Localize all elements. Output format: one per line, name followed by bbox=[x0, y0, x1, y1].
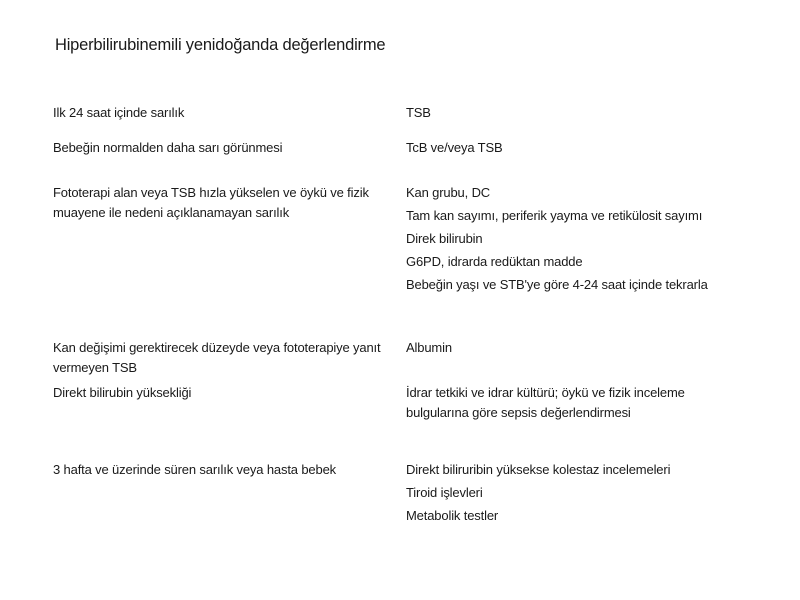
condition-line: Ilk 24 saat içinde sarılık bbox=[53, 105, 185, 120]
test-line: bulgularına göre sepsis değerlendirmesi bbox=[406, 405, 631, 420]
test-line: İdrar tetkiki ve idrar kültürü; öykü ve fizik inceleme bbox=[406, 385, 685, 400]
row-4-tests bbox=[406, 338, 766, 358]
row-3-tests bbox=[406, 183, 766, 295]
test-line: G6PD, idrarda redüktan madde bbox=[406, 254, 583, 269]
row-6-tests bbox=[406, 460, 766, 526]
row-1-tests bbox=[406, 103, 766, 123]
row-5-tests bbox=[406, 383, 766, 423]
test-line: Bebeğin yaşı ve STB'ye göre 4-24 saat içinde tekrarla bbox=[406, 277, 708, 292]
test-line: Kan grubu, DC bbox=[406, 185, 491, 200]
condition-line: Fototerapi alan veya TSB hızla yükselen ve öykü ve fizik bbox=[53, 185, 369, 200]
test-line: Metabolik testler bbox=[406, 508, 499, 523]
page-title: Hiperbilirubinemili yenidoğanda değerlendirme bbox=[55, 36, 386, 54]
test-line: Direk bilirubin bbox=[406, 231, 483, 246]
test-line: TcB ve/veya TSB bbox=[406, 140, 503, 155]
test-line: Direkt biliruribin yüksekse kolestaz incelemeleri bbox=[406, 462, 671, 477]
test-line: TSB bbox=[406, 105, 431, 120]
test-line: Tam kan sayımı, periferik yayma ve retikülosit sayımı bbox=[406, 208, 703, 223]
test-line: Albumin bbox=[406, 340, 452, 355]
test-line: Tiroid işlevleri bbox=[406, 485, 483, 500]
condition-line: Kan değişimi gerektirecek düzeyde veya fototerapiye yanıt bbox=[53, 340, 381, 355]
row-6-condition bbox=[53, 460, 388, 480]
condition-line: 3 hafta ve üzerinde süren sarılık veya hasta bebek bbox=[53, 462, 337, 477]
row-3-condition bbox=[53, 183, 388, 223]
row-2-condition bbox=[53, 138, 388, 158]
row-4-condition bbox=[53, 338, 388, 378]
condition-line: muayene ile nedeni açıklanamayan sarılık bbox=[53, 205, 290, 220]
row-1-condition bbox=[53, 103, 388, 123]
condition-line: Bebeğin normalden daha sarı görünmesi bbox=[53, 140, 283, 155]
condition-line: vermeyen TSB bbox=[53, 360, 137, 375]
row-5-condition bbox=[53, 383, 388, 403]
row-2-tests bbox=[406, 138, 766, 158]
condition-line: Direkt bilirubin yüksekliği bbox=[53, 385, 192, 400]
